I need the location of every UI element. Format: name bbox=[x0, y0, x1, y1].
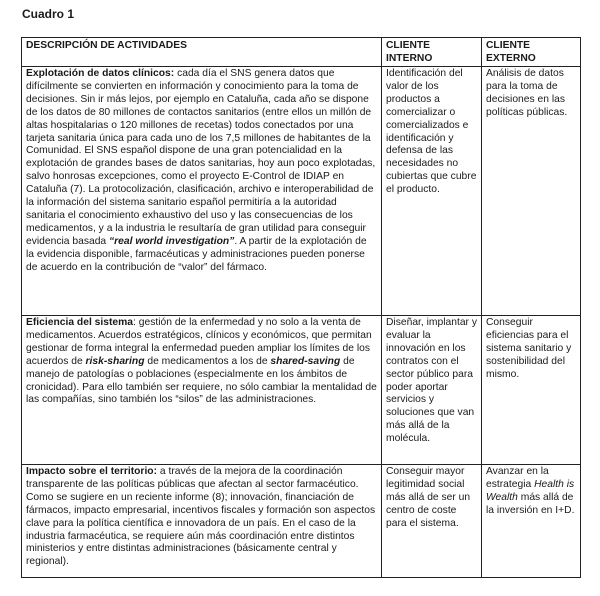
header-internal-client: CLIENTE INTERNO bbox=[382, 38, 482, 67]
activity-emphasis: “real world investigation” bbox=[109, 235, 235, 247]
activity-text: . A partir de la explotación de la evidencia disponible, farmacéuticas y administraciones pueden ponerse de acuerdo en la contribución de “valor” del fármaco. bbox=[26, 235, 367, 273]
header-activities: DESCRIPCIÓN DE ACTIVIDADES bbox=[22, 38, 382, 67]
activity-emphasis: risk-sharing bbox=[85, 355, 145, 367]
external-emphasis: Health is Wealth bbox=[486, 478, 575, 503]
external-client-cell bbox=[482, 465, 581, 578]
activity-text: cada día el SNS genera datos que difícilmente se convierten en información y conocimiento para la toma de decisiones. Sin ir más lejos, por ejemplo en Cataluña, cada año se dispone de los datos de 80 millones de contactos sanitarios (entre ellos un millón de altas hospitalarias o 120 millones de recetas) todos conectados por una tarjeta sanitaria única para cada uno de los 7,5 millones de habitantes de la Comunidad. El SNS español dispone de una gran potencialidad en la explotación de grandes bases de datos sanitarias, hoy aun poco explotadas, salvo honrosas excepciones, como el proyecto E-Control de IDIAP en Cataluña (7). La protocolización, clasificación, archivo e interoperabilidad de la información del sistema sanitario español permitiría a la autoridad sanitaria el conocimiento exhaustivo del uso y las consecuencias de los medicamentos, y a la industria le resultaría de gran utilidad para conseguir evidencia basada bbox=[26, 68, 376, 247]
activity-text: : gestión de la enfermedad y no solo a la venta de medicamentos. Acuerdos estratégicos, clínicos y económicos, que permitan gestionar de forma integral la enfermedad pueden ampliar los límites de los acuerdos de bbox=[26, 317, 372, 367]
internal-client-cell: Identificación del valor de los productos a comercializar o comercializados e identificación y defensa de las necesidades no cubiertas que cubre el producto. bbox=[382, 67, 482, 316]
activity-title: Explotación de datos clínicos: bbox=[26, 68, 175, 79]
activities-table bbox=[21, 37, 581, 578]
activity-text: de manejo de patologías o poblaciones (especialmente en los ámbitos de cronicidad). Para ello también ser requiere, no sólo cambiar la mentalidad de las compañías, sino también los “silos” de las administraciones. bbox=[26, 355, 377, 406]
table-row bbox=[22, 465, 581, 578]
activity-title: Eficiencia del sistema bbox=[26, 317, 134, 328]
activity-description bbox=[22, 316, 382, 465]
external-text: Avanzar en la estrategia bbox=[486, 466, 549, 490]
external-client-cell: Análisis de datos para la toma de decisiones en las políticas públicas. bbox=[482, 67, 581, 316]
activity-text: a través de la mejora de la coordinación transparente de las políticas públicas que afectan al sector farmacéutico. Como se sugiere en un reciente informe (8); innovación, financiación de fármacos, impacto empresarial, incentivos fiscales y formación son aspectos clave para la política científica e innovadora de un país. En el caso de la industria farmacéutica, se requiere aún más coordinación entre distintos ministerios y entre distintas administraciones (básicamente central y regional). bbox=[26, 466, 376, 568]
external-text: más allá de la inversión en I+D. bbox=[486, 491, 575, 516]
activity-description bbox=[22, 67, 382, 316]
activity-title: Impacto sobre el territorio: bbox=[26, 466, 158, 477]
external-client-cell: Conseguir eficiencias para el sistema sanitario y sostenibilidad del mismo. bbox=[482, 316, 581, 465]
internal-client-cell: Conseguir mayor legitimidad social más allá de ser un centro de coste para el sistema. bbox=[382, 465, 482, 578]
table-row bbox=[22, 67, 581, 316]
table-header-row bbox=[22, 38, 581, 67]
table-row bbox=[22, 316, 581, 465]
activity-emphasis: shared-saving bbox=[270, 355, 341, 367]
table-caption: Cuadro 1 bbox=[22, 7, 75, 21]
activity-text: de medicamentos a los de bbox=[144, 355, 271, 367]
activity-description bbox=[22, 465, 382, 578]
header-external-client: CLIENTE EXTERNO bbox=[482, 38, 581, 67]
internal-client-cell: Diseñar, implantar y evaluar la innovación en los contratos con el sector público para poder aportar servicios y soluciones que van más allá de la molécula. bbox=[382, 316, 482, 465]
